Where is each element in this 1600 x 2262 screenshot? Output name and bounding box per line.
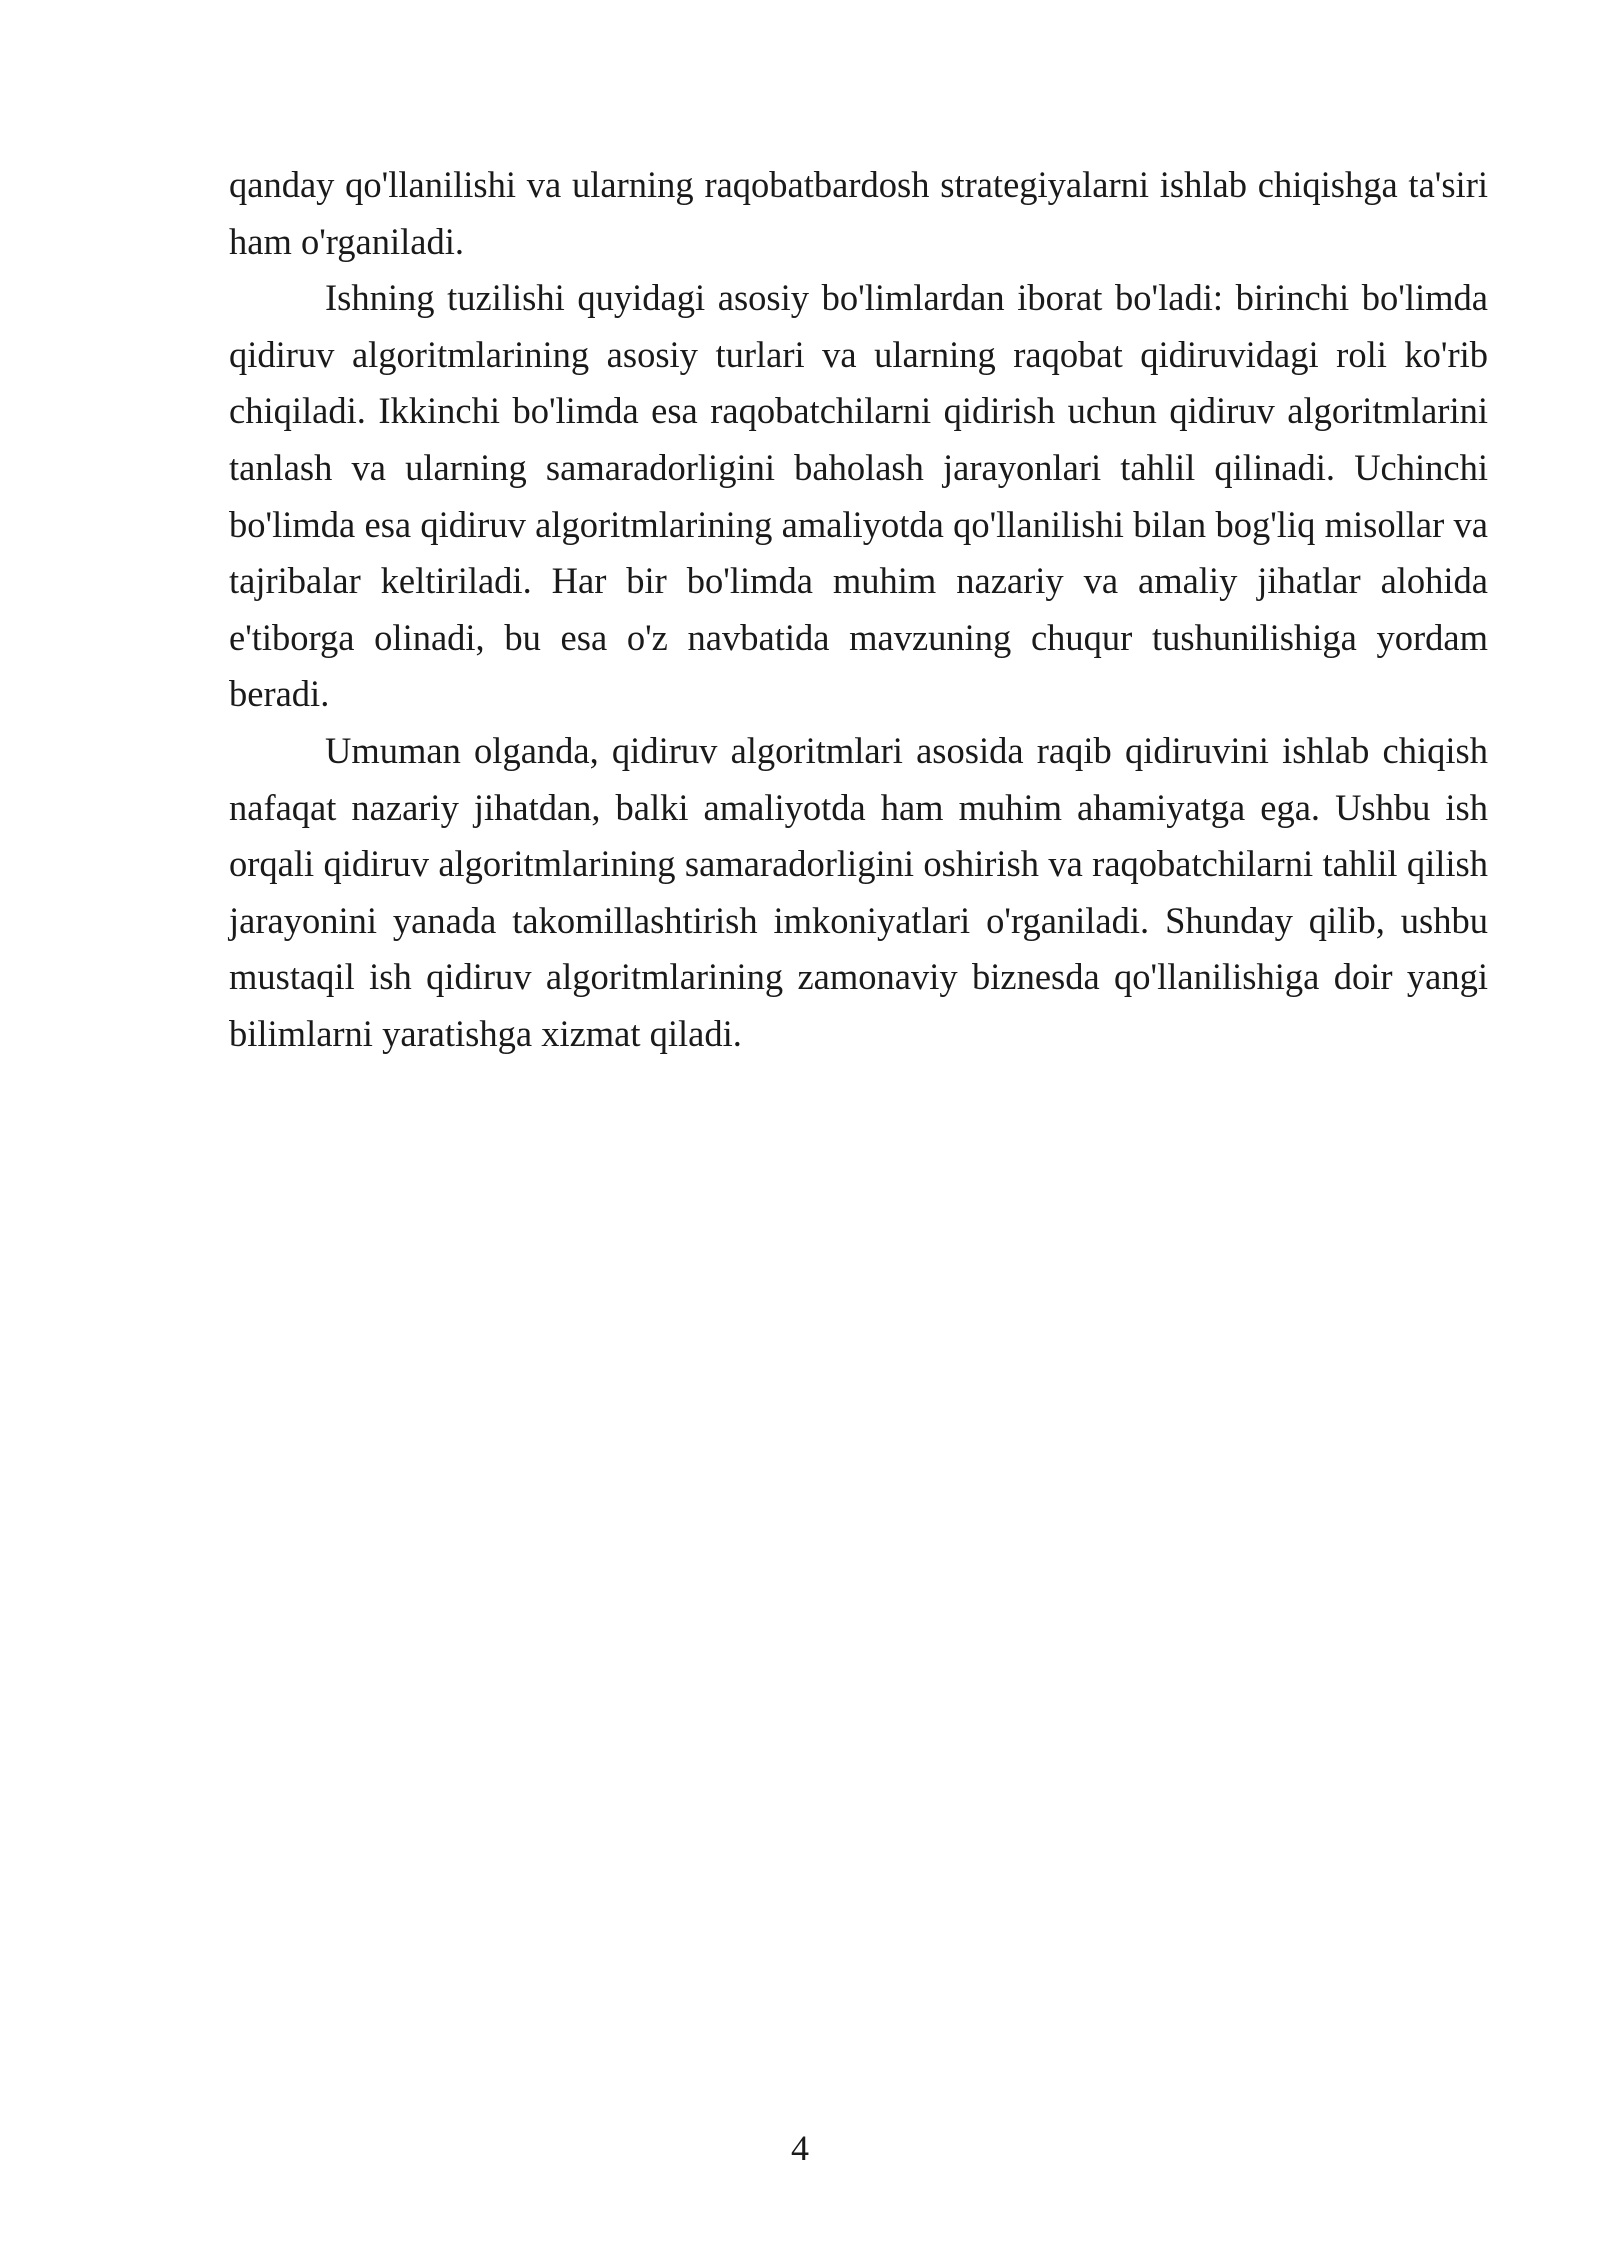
- paragraph-structure: Ishning tuzilishi quyidagi asosiy bo'limlardan iborat bo'ladi: birinchi bo'limda qidiruv algoritmlarining asosiy turlari va ularning raqobat qidiruvidagi roli ko'rib chiqiladi. Ikkinchi bo'limda esa raqobatchilarni qidirish uchun qidiruv algoritmlarini tanlash va ularning samaradorligini baholash jarayonlari tahlil qilinadi. Uchinchi bo'limda esa qidiruv algoritmlarining amaliyotda qo'llanilishi bilan bog'liq misollar va tajribalar keltiriladi. Har bir bo'limda muhim nazariy va amaliy jihatlar alohida e'tiborga olinadi, bu esa o'z navbatida mavzuning chuqur tushunilishiga yordam beradi.: [229, 277, 1488, 715]
- paragraph-conclusion: Umuman olganda, qidiruv algoritmlari asosida raqib qidiruvini ishlab chiqish nafaqat nazariy jihatdan, balki amaliyotda ham muhim ahamiyatga ega. Ushbu ish orqali qidiruv algoritmlarining samaradorligini oshirish va raqobatchilarni tahlil qilish jarayonini yanada takomillashtirish imkoniyatlari o'rganiladi. Shunday qilib, ushbu mustaqil ish qidiruv algoritmlarining zamonaviy biznesda qo'llanilishiga doir yangi bilimlarni yaratishga xizmat qiladi.: [229, 729, 1488, 1054]
- paragraph-continuation: qanday qo'llanilishi va ularning raqobatbardosh strategiyalarni ishlab chiqishga ta'siri ham o'rganiladi.: [229, 164, 1488, 262]
- page-number: 4: [791, 2128, 809, 2168]
- body-text: [229, 157, 1488, 1063]
